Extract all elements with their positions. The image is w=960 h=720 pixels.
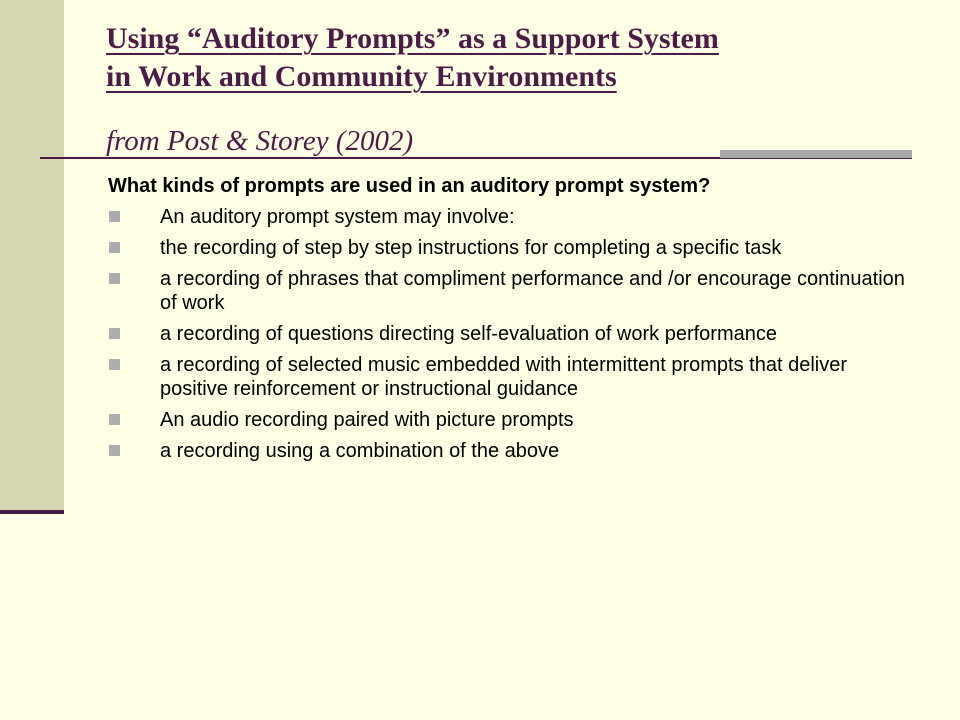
square-bullet-icon [109,414,120,425]
slide-subtitle: from Post & Storey (2002) [106,125,414,157]
square-bullet-icon [109,273,120,284]
bullet-text: a recording of selected music embedded with intermittent prompts that deliver positive reinforcement or instructional guidance [160,354,848,400]
square-bullet-icon [109,328,120,339]
bullet-text: a recording using a combination of the above [160,440,560,462]
square-bullet-icon [109,211,120,222]
slide-title [106,20,906,96]
left-band-underline [0,510,64,514]
bullet-text: An auditory prompt system may involve: [160,206,515,228]
square-bullet-icon [109,242,120,253]
bullet-text: An audio recording paired with picture prompts [160,409,574,431]
bullet-item [108,205,908,229]
bullet-list [108,205,908,463]
bullet-item [108,236,908,260]
square-bullet-icon [109,359,120,370]
title-line-1: Using “Auditory Prompts” as a Support System [106,22,719,55]
bullet-item [108,439,908,463]
bullet-item [108,267,908,315]
bullet-item [108,408,908,432]
title-divider-gray-bar [720,150,912,158]
bullet-text: the recording of step by step instructions for completing a specific task [160,237,782,259]
bullet-item [108,322,908,346]
title-line-2: in Work and Community Environments [106,60,617,93]
bullet-text: a recording of questions directing self-evaluation of work performance [160,323,777,345]
left-decorative-band [0,0,64,510]
slide-body [108,174,908,470]
bullet-item [108,353,908,401]
bullet-text: a recording of phrases that compliment performance and /or encourage continuation of work [160,268,905,314]
square-bullet-icon [109,445,120,456]
question-heading: What kinds of prompts are used in an auditory prompt system? [108,175,711,197]
